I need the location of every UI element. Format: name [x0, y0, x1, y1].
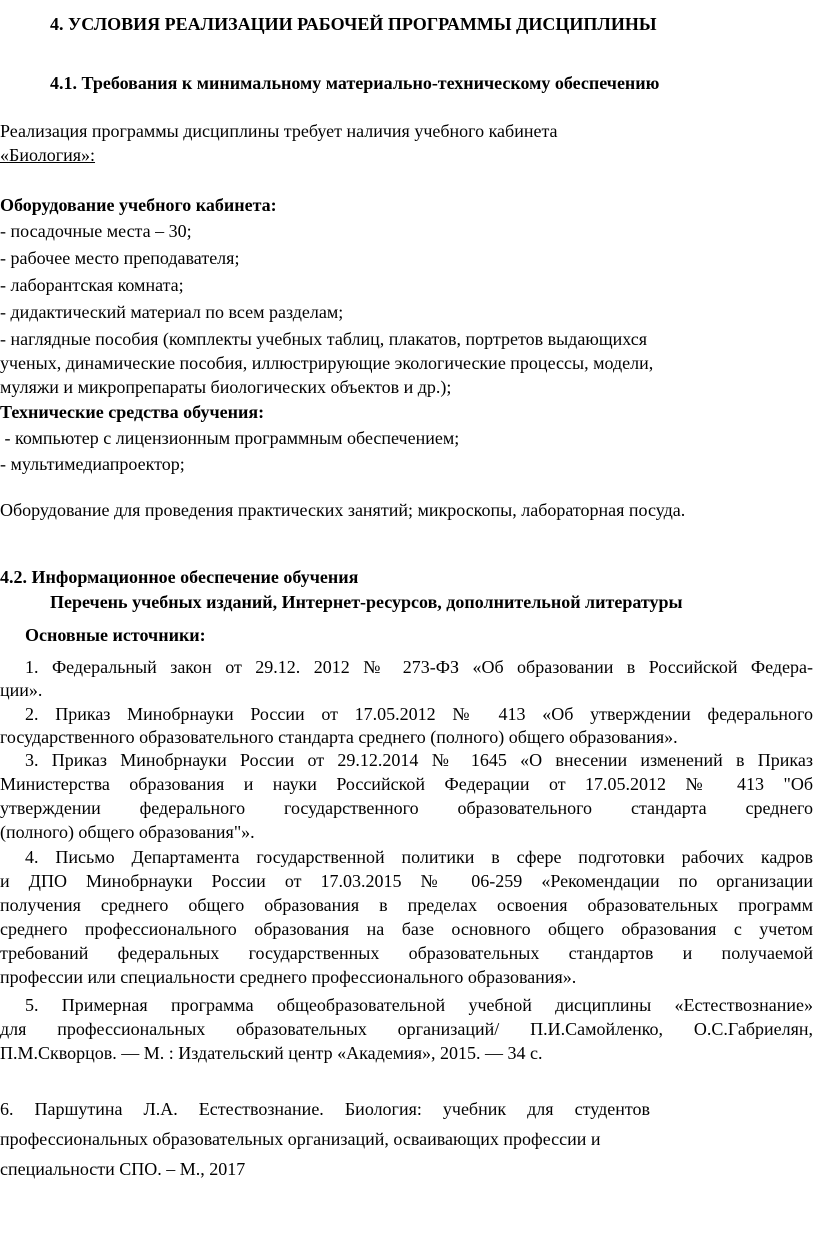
source-item: утверждении федерального государственного образовательного стандарта среднего — [0, 798, 813, 818]
source-item: 5. Примерная программа общеобразовательной учебной дисциплины «Естествознание» — [25, 995, 813, 1015]
sources-heading: Основные источники: — [25, 625, 206, 645]
source-item: 2. Приказ Минобрнауки России от 17.05.2012 № 413 «Об утверждении федерального — [25, 704, 813, 724]
source-item: специальности СПО. – М., 2017 — [0, 1159, 246, 1179]
equipment-item: - посадочные места – 30; — [0, 221, 192, 241]
tech-heading: Технические средства обучения: — [0, 402, 265, 422]
source-item: 6. Паршутина Л.А. Естествознание. Биология: учебник для студентов — [0, 1099, 650, 1119]
equipment-item: - лаборантская комната; — [0, 275, 184, 295]
source-item: ции». — [0, 680, 43, 700]
equipment-item: - наглядные пособия (комплекты учебных таблиц, плакатов, портретов выдающихся — [0, 329, 648, 349]
subsection-4-1-title: 4.1. Требования к минимальному материально-техническому обеспечению — [50, 73, 660, 93]
source-item: 3. Приказ Минобрнауки России от 29.12.2014 № 1645 «О внесении изменений в Приказ — [25, 750, 813, 770]
source-item: получения среднего общего образования в пределах освоения образовательных программ — [0, 895, 813, 915]
source-item: Министерства образования и науки Российской Федерации от 17.05.2012 № 413 "Об — [0, 774, 813, 794]
source-item: профессиональных образовательных организаций, осваивающих профессии и — [0, 1129, 601, 1149]
source-item: и ДПО Минобрнауки России от 17.03.2015 № 06-259 «Рекомендации по организации — [0, 871, 813, 891]
source-item: 4. Письмо Департамента государственной политики в сфере подготовки рабочих кадров — [25, 847, 813, 867]
section-4-title: 4. УСЛОВИЯ РЕАЛИЗАЦИИ РАБОЧЕЙ ПРОГРАММЫ ДИСЦИПЛИНЫ — [50, 14, 657, 34]
section-4-2-subtitle: Перечень учебных изданий, Интернет-ресурсов, дополнительной литературы — [50, 592, 683, 612]
equipment-item: - дидактический материал по всем разделам; — [0, 302, 344, 322]
source-item: государственного образовательного стандарта среднего (полного) общего образования». — [0, 727, 678, 747]
source-item: 1. Федеральный закон от 29.12. 2012 № 273-ФЗ «Об образовании в Российской Федера- — [25, 657, 813, 677]
equipment-heading: Оборудование учебного кабинета: — [0, 195, 277, 215]
tech-item: - мультимедиапроектор; — [0, 454, 185, 474]
practical-equipment: Оборудование для проведения практических занятий; микроскопы, лабораторная посуда. — [0, 500, 686, 520]
source-item: для профессиональных образовательных организаций/ П.И.Самойленко, О.С.Габриелян, — [0, 1019, 813, 1039]
equipment-item: муляжи и микропрепараты биологических объектов и др.); — [0, 377, 452, 397]
tech-item: - компьютер с лицензионным программным обеспечением; — [0, 428, 460, 448]
section-4-2-title: 4.2. Информационное обеспечение обучения — [0, 567, 359, 587]
source-item: среднего профессионального образования на базе основного общего образования с учетом — [0, 919, 813, 939]
intro-line: Реализация программы дисциплины требует наличия учебного кабинета — [0, 121, 558, 141]
equipment-item: - рабочее место преподавателя; — [0, 248, 240, 268]
source-item: требований федеральных государственных образовательных стандартов и получаемой — [0, 943, 813, 963]
equipment-item: ученых, динамические пособия, иллюстрирующие экологические процессы, модели, — [0, 353, 654, 373]
source-item: профессии или специальности среднего профессионального образования». — [0, 967, 577, 987]
source-item: (полного) общего образования"». — [0, 822, 255, 842]
source-item: П.М.Скворцов. — М. : Издательский центр «Академия», 2015. — 34 с. — [0, 1043, 543, 1063]
classroom-name: «Биология»: — [0, 145, 96, 165]
